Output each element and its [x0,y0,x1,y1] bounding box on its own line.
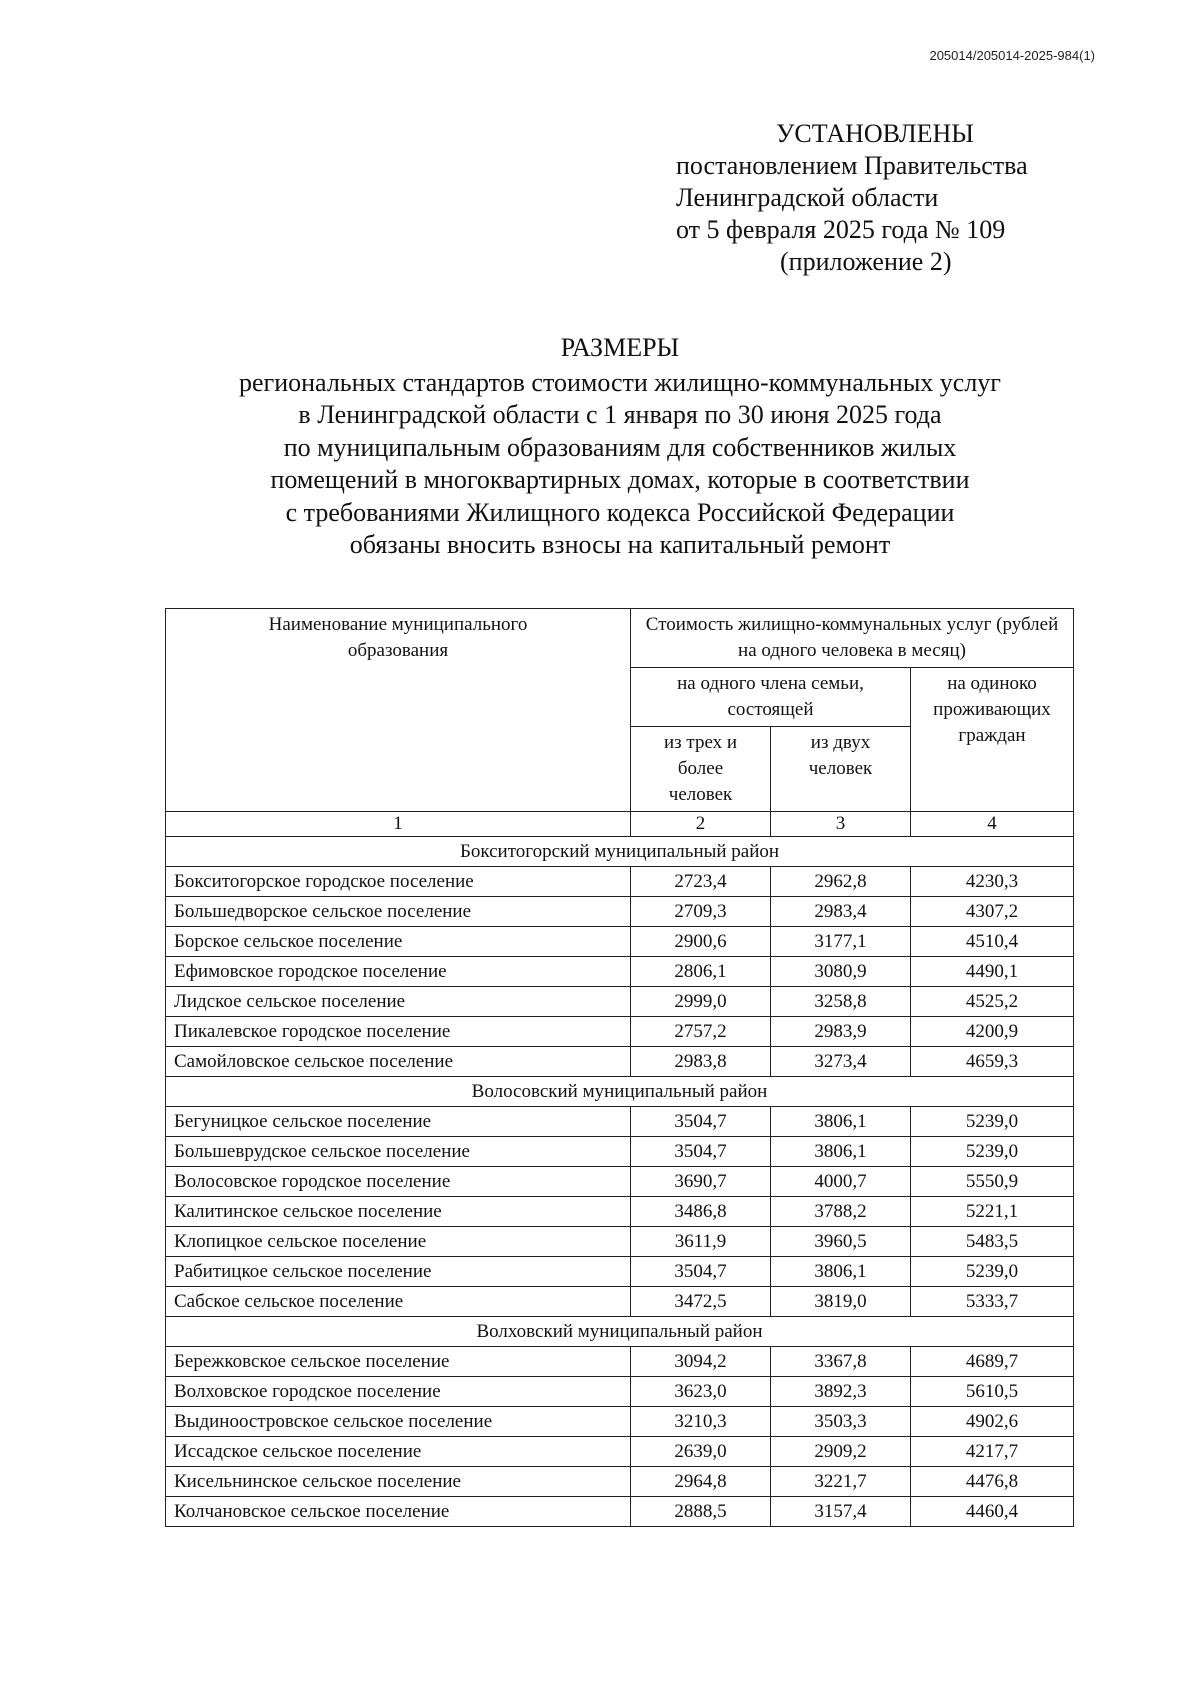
cost-single: 5221,1 [910,1197,1073,1227]
cost-single: 5550,9 [910,1167,1073,1197]
approval-line: Ленинградской области [676,183,939,212]
cost-single: 5239,0 [910,1257,1073,1287]
district-row [166,1317,1074,1347]
municipality-name: Сабское сельское поселение [166,1287,631,1317]
cost-single: 4525,2 [910,987,1073,1017]
cost-two: 3258,8 [771,987,911,1017]
municipality-name: Иссадское сельское поселение [166,1437,631,1467]
cost-single: 5333,7 [910,1287,1073,1317]
approval-line: постановлением Правительства [676,151,1028,180]
index-cell: 4 [910,812,1073,837]
header-municipality: Наименование муниципального образования [166,609,631,812]
table-row [166,1257,1074,1287]
approval-date: от 5 февраля 2025 года № 109 [676,215,1006,244]
municipality-name: Бегуницкое сельское поселение [166,1107,631,1137]
cost-single: 4230,3 [910,867,1073,897]
cost-three-plus: 2757,2 [631,1017,771,1047]
cost-three-plus: 3210,3 [631,1407,771,1437]
cost-single: 4689,7 [910,1347,1073,1377]
district-row [166,837,1074,867]
approval-appendix: (приложение 2) [780,247,952,276]
index-row [166,812,1074,837]
title-heading: РАЗМЕРЫ [560,333,680,362]
table-row [166,1467,1074,1497]
table-row [166,1137,1074,1167]
table-row [166,1347,1074,1377]
document-id: 205014/205014-2025-984(1) [929,48,1095,63]
cost-three-plus: 3094,2 [631,1347,771,1377]
cost-two: 3367,8 [771,1347,911,1377]
cost-single: 4307,2 [910,897,1073,927]
cost-two: 3788,2 [771,1197,911,1227]
cost-single: 4460,4 [910,1497,1073,1527]
municipality-name: Калитинское сельское поселение [166,1197,631,1227]
municipality-name: Пикалевское городское поселение [166,1017,631,1047]
index-cell: 3 [771,812,911,837]
table-row [166,957,1074,987]
district-name: Волховский муниципальный район [166,1317,1074,1347]
header-family: на одного члена семьи, состоящей [631,668,911,727]
cost-three-plus: 2709,3 [631,897,771,927]
municipality-name: Колчановское сельское поселение [166,1497,631,1527]
table-row [166,1197,1074,1227]
approval-block [676,118,1028,278]
municipality-name: Выдиноостровское сельское поселение [166,1407,631,1437]
municipality-name: Рабитицкое сельское поселение [166,1257,631,1287]
cost-three-plus: 3623,0 [631,1377,771,1407]
title-line: региональных стандартов стоимости жилищно-коммунальных услуг [239,367,1001,397]
table-row [166,1107,1074,1137]
cost-two: 2983,4 [771,897,911,927]
district-name: Волосовский муниципальный район [166,1077,1074,1107]
table-row [166,867,1074,897]
table-row [166,927,1074,957]
title-line: по муниципальным образованиям для собственников жилых [283,432,957,462]
table-row [166,1017,1074,1047]
table-row [166,1407,1074,1437]
header-two: из двух человек [771,727,911,812]
cost-three-plus: 2999,0 [631,987,771,1017]
cost-single: 5610,5 [910,1377,1073,1407]
municipality-name: Волховское городское поселение [166,1377,631,1407]
cost-three-plus: 3504,7 [631,1257,771,1287]
cost-single: 5239,0 [910,1107,1073,1137]
table-row [166,1227,1074,1257]
cost-single: 4200,9 [910,1017,1073,1047]
cost-three-plus: 2900,6 [631,927,771,957]
title-line: с требованиями Жилищного кодекса Российской Федерации [285,497,955,527]
cost-two: 3960,5 [771,1227,911,1257]
cost-three-plus: 2964,8 [631,1467,771,1497]
cost-single: 4490,1 [910,957,1073,987]
cost-single: 4902,6 [910,1407,1073,1437]
cost-three-plus: 3690,7 [631,1167,771,1197]
municipality-name: Ефимовское городское поселение [166,957,631,987]
header-cost: Стоимость жилищно-коммунальных услуг (рублей на одного человека в месяц) [631,609,1074,668]
district-row [166,1077,1074,1107]
cost-three-plus: 2888,5 [631,1497,771,1527]
cost-three-plus: 3611,9 [631,1227,771,1257]
table-row [166,987,1074,1017]
cost-two: 2909,2 [771,1437,911,1467]
index-cell: 2 [631,812,771,837]
municipality-name: Кисельнинское сельское поселение [166,1467,631,1497]
header-three-plus: из трех и более человек [631,727,771,812]
cost-two: 3806,1 [771,1107,911,1137]
document-title [0,332,1200,562]
title-line: обязаны вносить взносы на капитальный ремонт [349,530,891,559]
cost-two: 3892,3 [771,1377,911,1407]
cost-single: 4476,8 [910,1467,1073,1497]
table-row [166,1437,1074,1467]
municipality-name: Самойловское сельское поселение [166,1047,631,1077]
cost-three-plus: 3472,5 [631,1287,771,1317]
cost-two: 3177,1 [771,927,911,957]
municipality-name: Клопицкое сельское поселение [166,1227,631,1257]
cost-table [165,608,1074,1527]
municipality-name: Борское сельское поселение [166,927,631,957]
cost-single: 4510,4 [910,927,1073,957]
table-row [166,1287,1074,1317]
cost-two: 2983,9 [771,1017,911,1047]
table-row [166,1377,1074,1407]
table-row [166,1047,1074,1077]
table-row [166,897,1074,927]
municipality-name: Волосовское городское поселение [166,1167,631,1197]
cost-two: 3806,1 [771,1137,911,1167]
cost-two: 3157,4 [771,1497,911,1527]
cost-three-plus: 3504,7 [631,1107,771,1137]
cost-two: 3503,3 [771,1407,911,1437]
cost-two: 3819,0 [771,1287,911,1317]
cost-single: 5483,5 [910,1227,1073,1257]
cost-three-plus: 2639,0 [631,1437,771,1467]
cost-three-plus: 2983,8 [631,1047,771,1077]
municipality-name: Бокситогорское городское поселение [166,867,631,897]
index-cell: 1 [166,812,631,837]
title-line: помещений в многоквартирных домах, которые в соответствии [270,465,970,494]
table-row [166,1497,1074,1527]
cost-single: 4217,7 [910,1437,1073,1467]
cost-two: 3080,9 [771,957,911,987]
table-row [166,1167,1074,1197]
cost-single: 4659,3 [910,1047,1073,1077]
municipality-name: Бережковское сельское поселение [166,1347,631,1377]
cost-three-plus: 3504,7 [631,1137,771,1167]
header-single: на одиноко проживающих граждан [910,668,1073,812]
cost-two: 3221,7 [771,1467,911,1497]
cost-three-plus: 2723,4 [631,867,771,897]
cost-two: 4000,7 [771,1167,911,1197]
cost-two: 2962,8 [771,867,911,897]
cost-two: 3273,4 [771,1047,911,1077]
title-line: в Ленинградской области с 1 января по 30 июня 2025 года [298,400,942,429]
approval-heading: УСТАНОВЛЕНЫ [776,119,974,148]
municipality-name: Большедворское сельское поселение [166,897,631,927]
cost-three-plus: 2806,1 [631,957,771,987]
district-name: Бокситогорский муниципальный район [166,837,1074,867]
cost-two: 3806,1 [771,1257,911,1287]
cost-single: 5239,0 [910,1137,1073,1167]
municipality-name: Лидское сельское поселение [166,987,631,1017]
cost-three-plus: 3486,8 [631,1197,771,1227]
municipality-name: Большеврудское сельское поселение [166,1137,631,1167]
